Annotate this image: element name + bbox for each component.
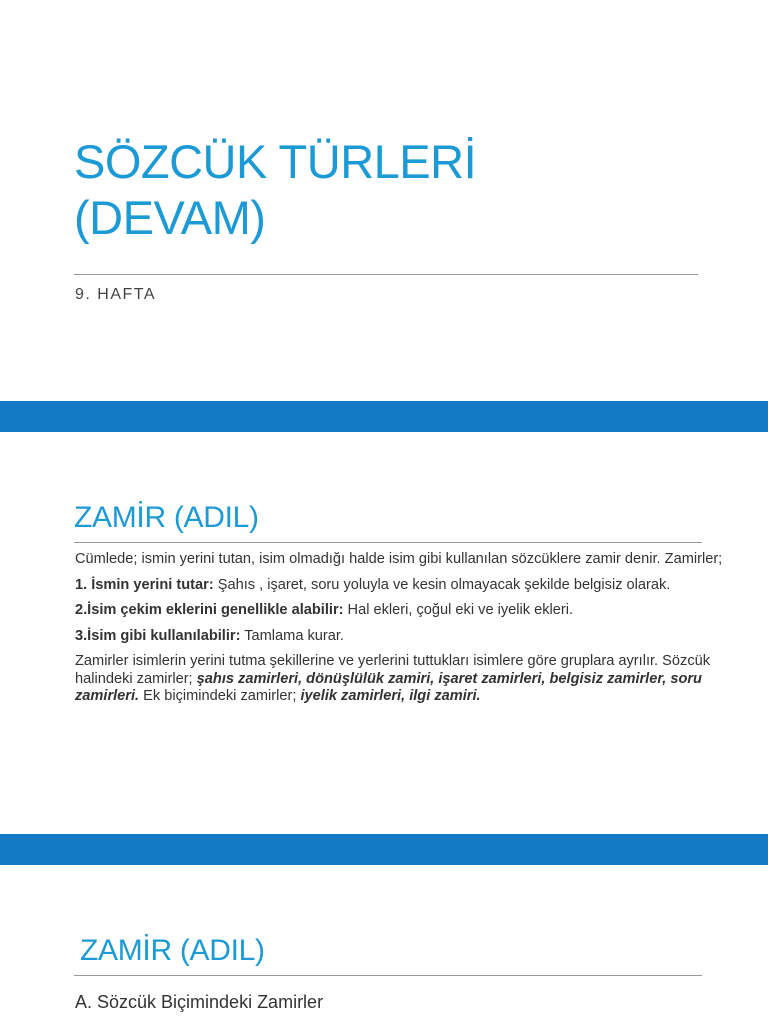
section-divider: [74, 542, 702, 543]
item-label: 3.İsim gibi kullanılabilir:: [75, 627, 241, 644]
main-title-line2: (DEVAM): [74, 191, 266, 244]
title-divider: [74, 274, 698, 275]
main-title: [74, 134, 714, 246]
week-subtitle: 9. HAFTA: [75, 286, 157, 303]
closing-emphasis-2: iyelik zamirleri, ilgi zamiri.: [300, 688, 481, 704]
list-item: [75, 602, 735, 620]
section-title: ZAMİR (ADIL): [80, 934, 265, 967]
closing-paragraph: [75, 653, 735, 706]
section-title: ZAMİR (ADIL): [74, 501, 259, 534]
item-text: Hal ekleri, çoğul eki ve iyelik ekleri.: [343, 602, 574, 618]
item-label: 1. İsmin yerini tutar:: [75, 576, 214, 593]
slide-zamir-definition: [0, 432, 768, 834]
closing-text-1: Zamirler isimlerin yerini tutma şekillerine ve yerlerini tuttukları isimlere göre gruplara ayrılır. Sözcük halindeki zamirler;: [75, 653, 711, 687]
slide-zamir-forms: [0, 865, 768, 1024]
item-text: Tamlama kurar.: [240, 627, 344, 644]
slide-separator-1: [0, 401, 768, 432]
list-item: [75, 577, 735, 595]
section-divider: [74, 975, 702, 976]
slide-body: [75, 551, 735, 714]
main-title-line1: SÖZCÜK TÜRLERİ: [74, 135, 477, 188]
slide-separator-2: [0, 834, 768, 865]
intro-paragraph: Cümlede; ismin yerini tutan, isim olmadığı halde isim gibi kullanılan sözcüklere zamir denir. Zamirler;: [75, 551, 723, 567]
closing-text-2: Ek biçimindeki zamirler;: [139, 688, 301, 704]
list-item: [75, 628, 735, 646]
sub-heading: A. Sözcük Biçimindeki Zamirler: [75, 992, 324, 1012]
slide-title: [0, 0, 768, 401]
item-text: Şahıs , işaret, soru yoluyla ve kesin olmayacak şekilde belgisiz olarak.: [213, 576, 671, 593]
item-label: 2.İsim çekim eklerini genellikle alabilir:: [75, 602, 344, 618]
closing-emphasis-1: şahıs zamirleri, dönüşlülük zamiri, işaret zamirleri, belgisiz zamirler, soru zamirleri.: [75, 670, 702, 704]
